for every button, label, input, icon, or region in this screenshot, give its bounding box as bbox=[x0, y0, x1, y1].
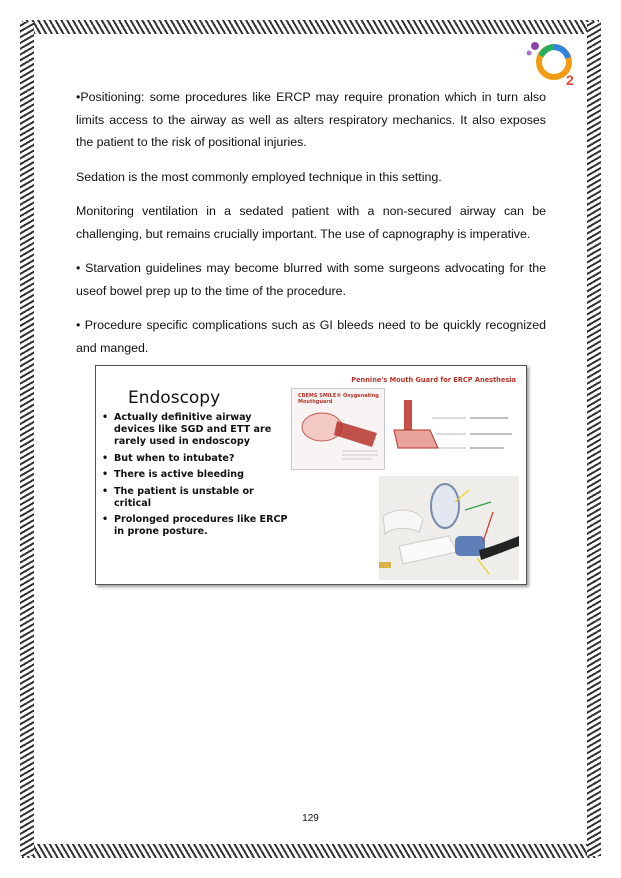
o2-logo bbox=[524, 38, 582, 88]
slide-bullet: • But when to intubate? bbox=[102, 452, 235, 464]
endoscopy-slide bbox=[95, 365, 527, 585]
logo-text: O bbox=[546, 68, 547, 69]
slide-bullet: • Prolonged procedures like ERCP in prone posture. bbox=[102, 514, 288, 537]
slide-bullet: • The patient is unstable or critical bbox=[102, 485, 254, 509]
slide-title: Endoscopy bbox=[128, 388, 221, 408]
page-border-right bbox=[587, 22, 601, 856]
mouthguard-diagram bbox=[291, 388, 385, 470]
logo-subscript: 2 bbox=[566, 72, 574, 88]
figure-caption: Pennine's Mouth Guard for ERCP Anesthesia bbox=[351, 376, 516, 384]
body-text bbox=[76, 86, 546, 371]
page-number: 129 bbox=[302, 813, 319, 824]
paragraph-monitoring: Monitoring ventilation in a sedated patient with a non-secured airway can be challenging, but remains crucially important. The use of capnography is imperative. bbox=[76, 204, 546, 241]
paragraph-sedation: Sedation is the most commonly employed technique in this setting. bbox=[76, 169, 442, 184]
page-border-left bbox=[20, 22, 34, 856]
paragraph-positioning: •Positioning: some procedures like ERCP may require pronation which in turn also limits access to the airway as well as alters respiratory mechanics. It also exposes the patient to the risk of positional injuries. bbox=[76, 90, 546, 149]
page-border-bottom bbox=[22, 844, 599, 858]
paragraph-complications: • Procedure specific complications such as GI bleeds need to be quickly recognized and manged. bbox=[76, 318, 546, 355]
slide-bullet-list bbox=[102, 412, 292, 543]
ercp-guard-diagram bbox=[386, 388, 518, 468]
mouthguard-icon bbox=[292, 389, 384, 469]
bite-block-photo bbox=[379, 476, 519, 580]
slide-bullet: • There is active bleeding bbox=[102, 469, 244, 480]
page-border-top bbox=[22, 20, 599, 34]
mouthguard-label: CBEMS SMILE® Oxygenating Mouthguard bbox=[298, 393, 379, 405]
paragraph-starvation: • Starvation guidelines may become blurred with some surgeons advocating for the useof bowel prep up to the time of the procedure. bbox=[76, 261, 546, 298]
slide-bullet: • Actually definitive airway devices like SGD and ETT are rarely used in endoscopy bbox=[102, 412, 272, 447]
